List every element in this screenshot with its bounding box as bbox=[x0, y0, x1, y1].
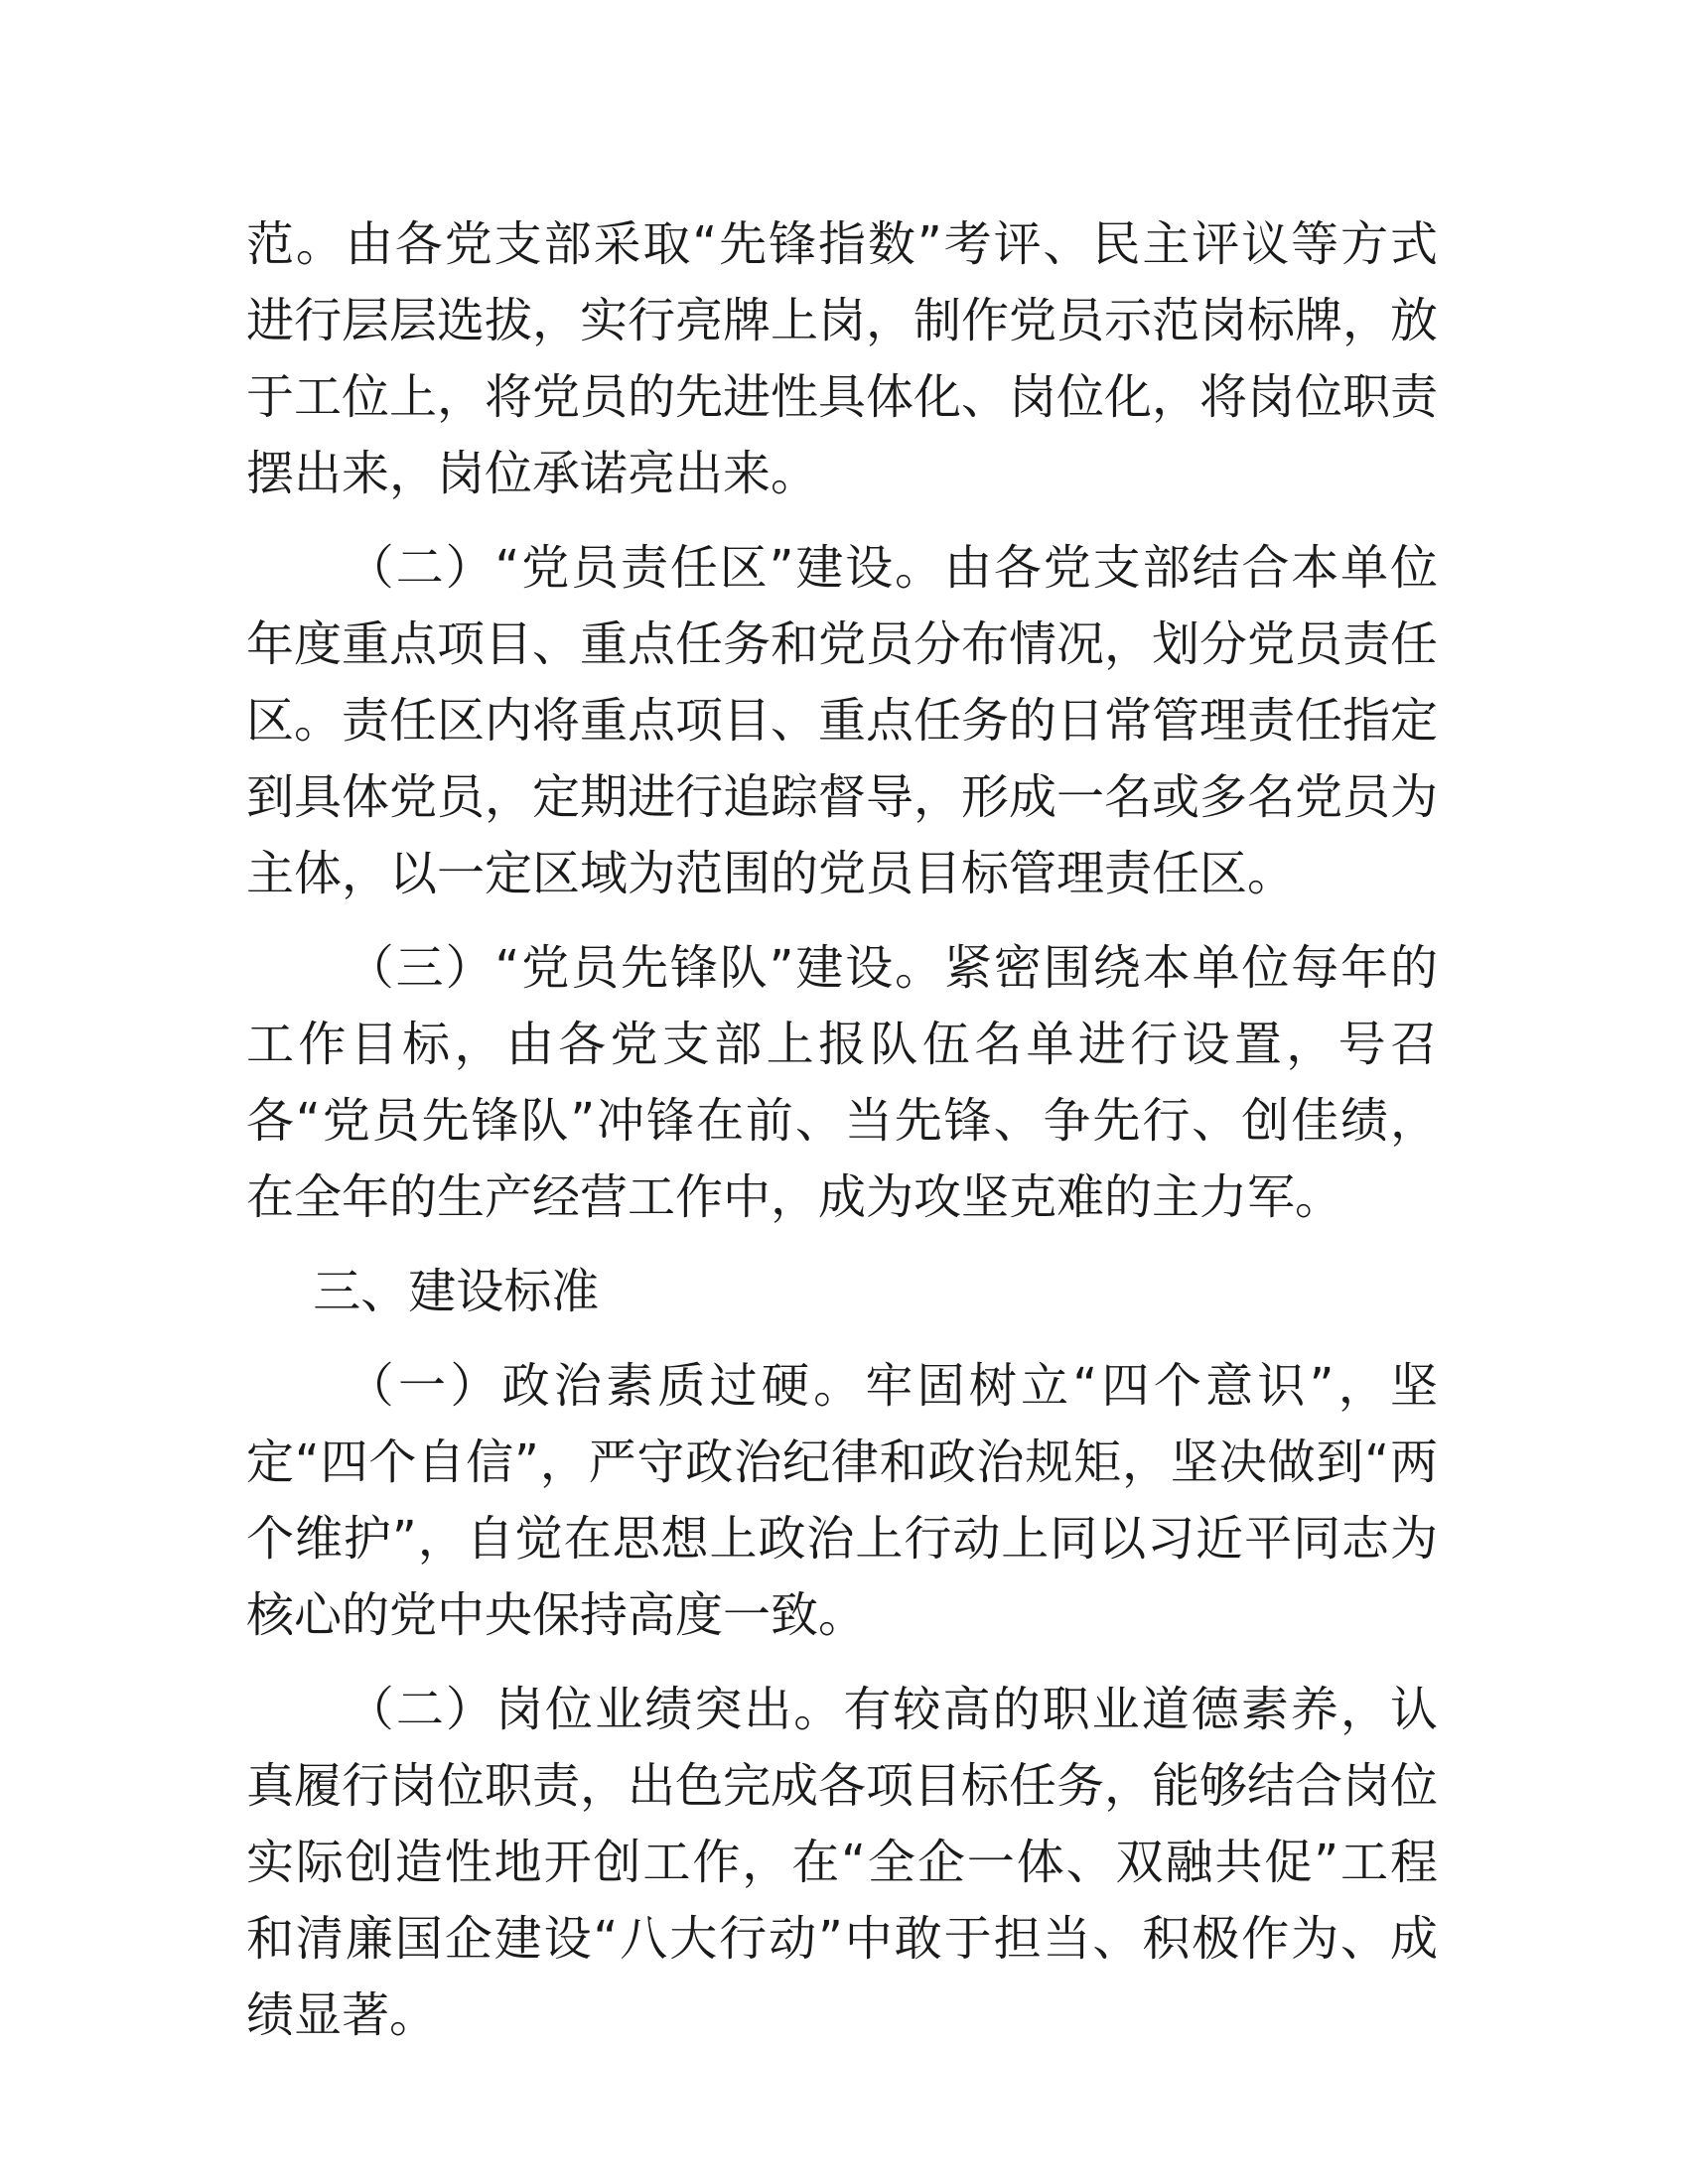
paragraph-political-quality: （一）政治素质过硬。牢固树立“四个意识”，坚定“四个自信”，严守政治纪律和政治规矩，坚决做到“两个维护”，自觉在思想上政治上行动上同以习近平同志为核心的党中央保持高度一致。 bbox=[246, 1358, 1438, 1643]
paragraph-continuation: 范。由各党支部采取“先锋指数”考评、民主评议等方式进行层层选拔，实行亮牌上岗，制作党员示范岗标牌，放于工位上，将党员的先进性具体化、岗位化，将岗位职责摆出来，岗位承诺亮出来。 bbox=[246, 216, 1439, 501]
document-body bbox=[246, 206, 1438, 2072]
paragraph-party-member-vanguard-team: （三）“党员先锋队”建设。紧密围绕本单位每年的工作目标，由各党支部上报队伍名单进行设置，号召各“党员先锋队”冲锋在前、当先锋、争先行、创佳绩，在全年的生产经营工作中，成为攻坚克难的主力军。 bbox=[246, 940, 1438, 1225]
section-heading-construction-standards: 三、建设标准 bbox=[313, 1264, 600, 1319]
paragraph-party-member-responsibility-zone: （二）“党员责任区”建设。由各党支部结合本单位年度重点项目、重点任务和党员分布情况，划分党员责任区。责任区内将重点项目、重点任务的日常管理责任指定到具体党员，定期进行追踪督导，形成一名或多名党员为主体，以一定区域为范围的党员目标管理责任区。 bbox=[246, 540, 1439, 901]
paragraph-job-performance: （二）岗位业绩突出。有较高的职业道德素养，认真履行岗位职责，出色完成各项目标任务，能够结合岗位实际创造性地开创工作，在“全企一体、双融共促”工程和清廉国企建设“八大行动”中敢于担当、积极作为、成绩显著。 bbox=[246, 1682, 1439, 2043]
